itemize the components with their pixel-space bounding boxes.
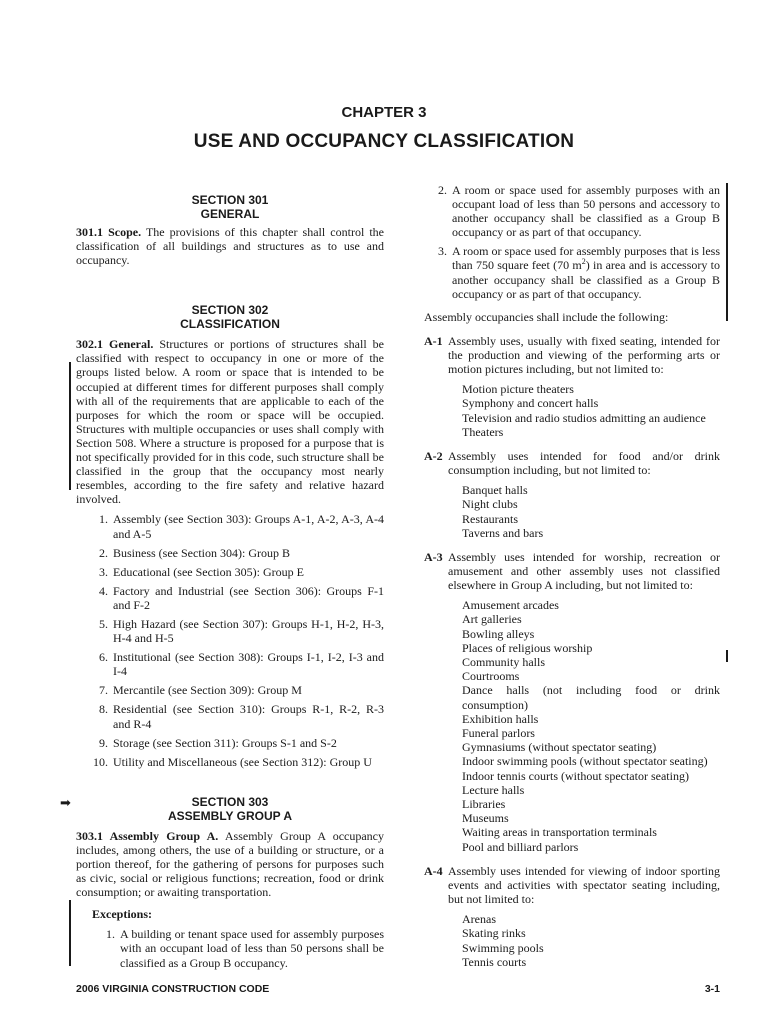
change-bar xyxy=(726,650,728,662)
list-item: 2. Business (see Section 304): Group B xyxy=(99,545,290,560)
general-label: 302.1 General. xyxy=(76,337,154,352)
list-item: Arenas xyxy=(462,912,496,927)
list-item: Motion picture theaters xyxy=(462,382,574,397)
occupancy-description: Assembly uses intended for viewing of indoor sporting events and activities with spectator seating including, but not limited to: xyxy=(448,863,720,907)
list-item: Symphony and concert halls xyxy=(462,396,599,411)
list-item: Skating rinks xyxy=(462,926,526,941)
exception-1-text: A building or tenant space used for assembly purposes with an occupant load of less than 50 persons shall be classified as a Group B occupancy. xyxy=(120,927,384,970)
list-item: Indoor swimming pools (without spectator seating) xyxy=(462,754,708,769)
chapter-label: CHAPTER 3 xyxy=(341,104,427,121)
exception-3-text: A room or space used for assembly purposes that is less than 750 square feet (70 $m^2$) in area and is accessory to another occupancy shall be classified as a Group B occupancy or as part of that occupancy. xyxy=(452,244,720,301)
list-item: Waiting areas in transportation terminals xyxy=(462,825,657,840)
page-number: 3-1 xyxy=(704,983,720,995)
section-302-title: CLASSIFICATION xyxy=(180,317,280,332)
exception-item: 3. A room or space used for assembly purposes that is less than 750 square feet (70 $m^2$) in area and is accessory to another occupancy shall be classified as a Group B occupancy or as part of that occupancy. xyxy=(438,244,720,301)
paragraph-302-1 xyxy=(76,337,384,506)
scope-label: 301.1 Scope. xyxy=(76,225,142,239)
list-item: Lecture halls xyxy=(462,782,525,797)
paragraph-301-1 xyxy=(76,225,384,267)
change-bar xyxy=(69,900,71,966)
list-item: Places of religious worship xyxy=(462,640,593,655)
example-list xyxy=(462,598,720,854)
list-item: 6. Institutional (see Section 308): Groups I-1, I-2, I-3 and I-4 xyxy=(99,650,384,679)
list-item: Art galleries xyxy=(462,612,522,627)
list-item: Museums xyxy=(462,811,509,826)
list-item: 10. Utility and Miscellaneous (see Section 312): Group U xyxy=(93,754,372,769)
list-item: 1. Assembly (see Section 303): Groups A-1, A-2, A-3, A-4 and A-5 xyxy=(99,512,384,541)
change-bar xyxy=(726,183,728,321)
section-301-title: GENERAL xyxy=(200,207,260,221)
list-item: 8. Residential (see Section 310): Groups R-1, R-2, R-3 and R-4 xyxy=(99,702,384,731)
list-item: Pool and billiard parlors xyxy=(462,839,579,854)
example-list xyxy=(462,483,720,540)
list-item: Funeral parlors xyxy=(462,726,535,741)
section-302-heading xyxy=(76,303,384,331)
exception-2-text: A room or space used for assembly purposes with an occupant load of less than 50 persons and accessory to another occupancy shall be classified as a Group B occupancy or as part of that occupancy. xyxy=(452,183,720,240)
list-item: 9. Storage (see Section 311): Groups S-1 and S-2 xyxy=(99,735,337,750)
example-list xyxy=(462,912,720,969)
list-item: Restaurants xyxy=(462,511,518,526)
section-301-number: SECTION 301 xyxy=(191,193,269,207)
list-item: Swimming pools xyxy=(462,940,544,955)
change-bar xyxy=(69,362,71,490)
list-item: Indoor tennis courts (without spectator seating) xyxy=(462,768,689,783)
scope-text: The provisions of this chapter shall control the classification of all buildings and structures as to use and occupancy. xyxy=(76,225,385,268)
occupancy-description: Assembly uses intended for food and/or drink consumption including, but not limited to: xyxy=(448,448,720,478)
list-item: Theaters xyxy=(462,424,504,439)
list-item: Television and radio studios admitting an audience xyxy=(462,410,706,425)
footer-title: 2006 VIRGINIA CONSTRUCTION CODE xyxy=(76,983,270,995)
list-item: 5. High Hazard (see Section 307): Groups H-1, H-2, H-3, H-4 and H-5 xyxy=(99,616,384,646)
section-303-heading xyxy=(76,795,384,823)
assembly-label: 303.1 Assembly Group A. xyxy=(76,828,219,843)
section-301-heading xyxy=(76,193,384,221)
list-item: 3. Educational (see Section 305): Group E xyxy=(99,564,304,579)
occupancy-a1 xyxy=(424,334,720,439)
change-arrow-icon: ➡ xyxy=(60,795,71,810)
group-list xyxy=(88,512,384,768)
list-item: Tennis courts xyxy=(462,954,527,969)
example-list xyxy=(462,382,720,439)
list-item: Courtrooms xyxy=(462,669,520,684)
general-text: Structures or portions of structures shall be classified with respect to occupancy in one or more of the groups listed below. A room or space that is intended to be occupied at different times for different purposes shall comply with all of the requirements that are applicable to each of the purposes for which the room or space will be occupied. Structures with multiple occupancies or uses shall comply with Section 508. Where a structure is proposed for a purpose that is not specifically provided for in this code, such structure shall be classified in the group that the occupancy most nearly resembles, according to the fire safety and relative hazard involved. xyxy=(76,337,385,507)
list-item: Exhibition halls xyxy=(462,711,539,726)
list-item: Night clubs xyxy=(462,497,518,512)
occupancy-description: Assembly uses intended for worship, recreation or amusement and other assembly uses not classified elsewhere in Group A including, but not limited to: xyxy=(448,549,720,593)
occupancy-description: Assembly uses, usually with fixed seating, intended for the production and viewing of the performing arts or motion pictures including, but not limited to: xyxy=(448,333,720,377)
paragraph-303-1 xyxy=(76,829,384,899)
section-302-number: SECTION 302 xyxy=(191,303,269,318)
occupancy-a3 xyxy=(424,550,720,854)
list-item: Bowling alleys xyxy=(462,626,535,641)
exception-item: 2. A room or space used for assembly purposes with an occupant load of less than 50 persons and accessory to another occupancy shall be classified as a Group B occupancy or as part of that occupancy. xyxy=(438,183,720,240)
list-item: Gymnasiums (without spectator seating) xyxy=(462,740,657,755)
section-303-title: ASSEMBLY GROUP A xyxy=(167,808,293,823)
list-item: 4. Factory and Industrial (see Section 306): Groups F-1 and F-2 xyxy=(99,583,384,612)
chapter-title: USE AND OCCUPANCY CLASSIFICATION xyxy=(193,131,575,152)
occupancy-code: A-3 xyxy=(424,549,443,564)
list-item: 7. Mercantile (see Section 309): Group M xyxy=(99,683,302,698)
list-item: Banquet halls xyxy=(462,483,528,498)
occupancy-code: A-1 xyxy=(424,333,443,348)
exception-item: 1. A building or tenant space used for assembly purposes with an occupant load of less than 50 persons shall be classified as a Group B occupancy. xyxy=(106,927,384,970)
occupancy-a2 xyxy=(424,449,720,540)
list-item: Libraries xyxy=(462,797,506,812)
assembly-text: Assembly Group A occupancy includes, among others, the use of a building or structure, or a portion thereof, for the gathering of persons for purposes such as civic, social or religious functions; recreation, food or drink consumption; or awaiting transportation. xyxy=(76,828,385,900)
list-item: Dance halls (not including food or drink consumption) xyxy=(462,683,720,712)
occupancy-intro: Assembly occupancies shall include the following: xyxy=(424,309,669,324)
right-column xyxy=(424,183,720,969)
list-item: Amusement arcades xyxy=(462,598,559,613)
occupancy-a4 xyxy=(424,864,720,969)
occupancy-code: A-2 xyxy=(424,448,443,463)
section-303-number: SECTION 303 xyxy=(191,794,269,809)
list-item: Community halls xyxy=(462,655,546,670)
exceptions-label: Exceptions: xyxy=(92,907,152,922)
list-item: Taverns and bars xyxy=(462,525,544,540)
left-column xyxy=(76,193,384,970)
occupancy-code: A-4 xyxy=(424,863,443,878)
